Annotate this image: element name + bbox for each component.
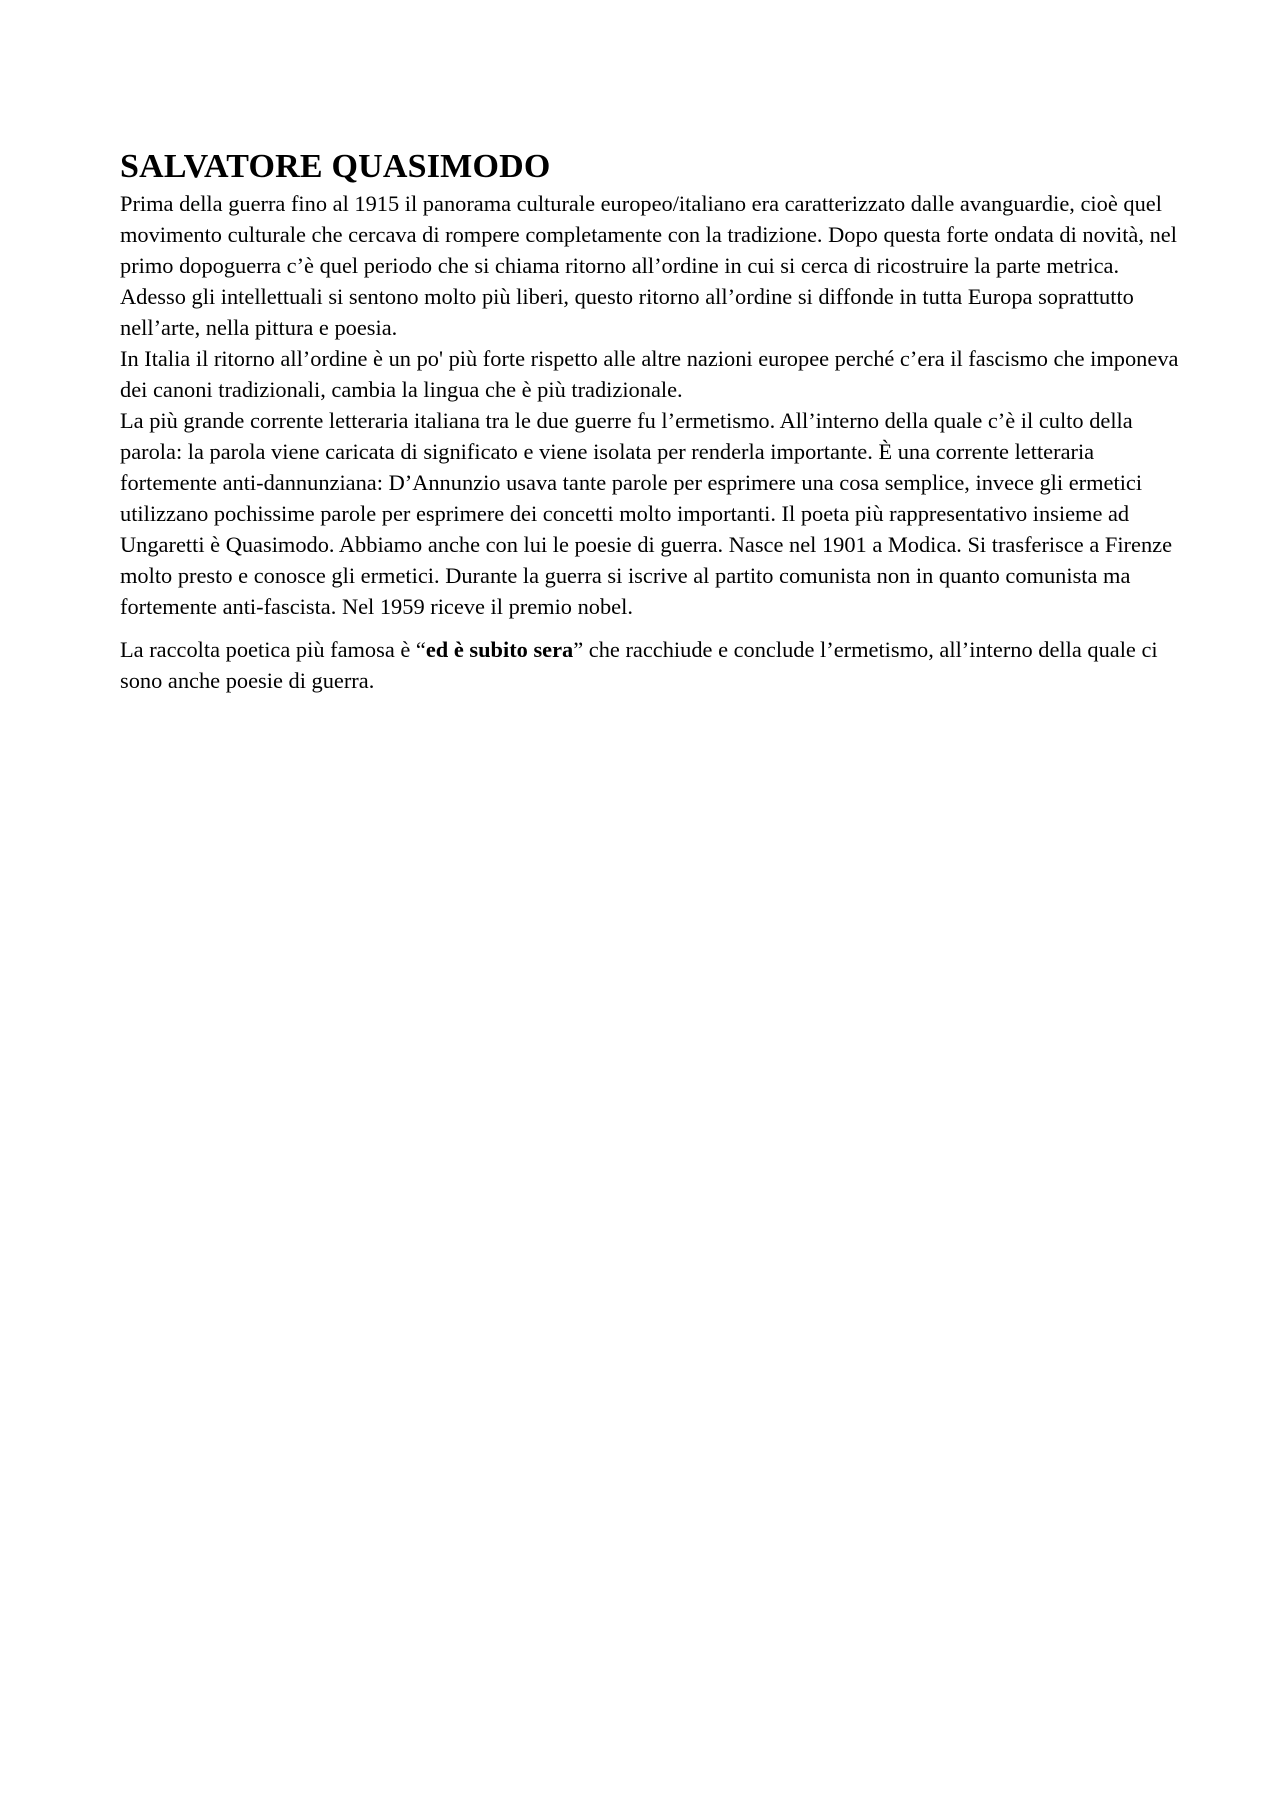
- paragraph-1: Prima della guerra fino al 1915 il panorama culturale europeo/italiano era caratterizzato dalle avanguardie, cioè quel movimento culturale che cercava di rompere completamente con la tradizione. Dopo questa forte ondata di novità, nel primo dopoguerra c’è quel periodo che si chiama ritorno all’ordine in cui si cerca di ricostruire la parte metrica. Adesso gli intellettuali si sentono molto più liberi, questo ritorno all’ordine si diffonde in tutta Europa soprattutto nell’arte, nella pittura e poesia.: [120, 191, 1177, 341]
- document-page: [120, 148, 1180, 696]
- paragraph-4-text-after: ” che racchiude e conclude l’ermetismo, all’interno della quale ci sono anche poesie di guerra.: [120, 637, 1158, 694]
- paragraph-4: [120, 634, 1180, 696]
- document-title: SALVATORE QUASIMODO: [120, 148, 551, 185]
- paragraph-2: In Italia il ritorno all’ordine è un po' più forte rispetto alle altre nazioni europee perché c’era il fascismo che imponeva dei canoni tradizionali, cambia la lingua che è più tradizionale.: [120, 346, 1179, 403]
- collection-title-bold: ed è subito sera: [425, 637, 574, 663]
- paragraph-4-text-before: La raccolta poetica più famosa è “: [120, 637, 426, 663]
- paragraph-3: La più grande corrente letteraria italiana tra le due guerre fu l’ermetismo. All’interno della quale c’è il culto della parola: la parola viene caricata di significato e viene isolata per renderla importante. È una corrente letteraria fortemente anti-dannunziana: D’Annunzio usava tante parole per esprimere una cosa semplice, invece gli ermetici utilizzano pochissime parole per esprimere dei concetti molto importanti. Il poeta più rappresentativo insieme ad Ungaretti è Quasimodo. Abbiamo anche con lui le poesie di guerra. Nasce nel 1901 a Modica. Si trasferisce a Firenze molto presto e conosce gli ermetici. Durante la guerra si iscrive al partito comunista non in quanto comunista ma fortemente anti-fascista. Nel 1959 riceve il premio nobel.: [120, 408, 1173, 620]
